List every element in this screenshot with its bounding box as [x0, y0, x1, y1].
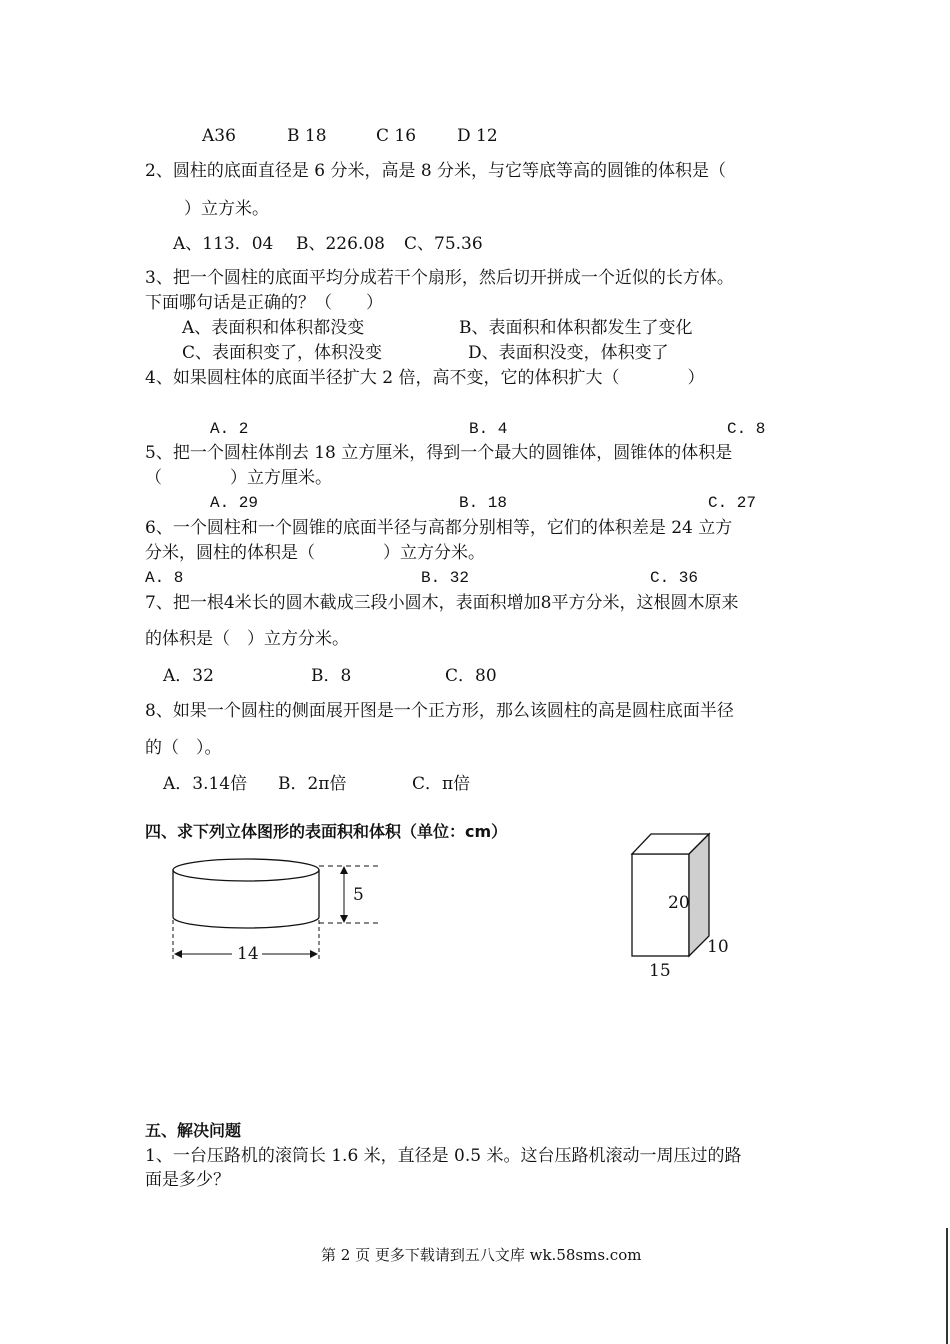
q3-option-a: A、表面积和体积都没变 [182, 318, 365, 338]
q8-option-a: A．3.14倍 [163, 774, 248, 794]
cuboid-width-label: 15 [649, 961, 671, 981]
q1-option-d: D 12 [457, 126, 498, 146]
q4-option-a: A. 2 [210, 420, 249, 438]
q5-option-c: C. 27 [708, 494, 757, 512]
q2-text-line2: ）立方米。 [184, 199, 269, 219]
q7-option-c: C．80 [445, 666, 497, 686]
q3-option-b: B、表面积和体积都发生了变化 [459, 318, 693, 338]
q3-option-c: C、表面积变了，体积没变 [182, 343, 383, 363]
q3-option-d: D、表面积没变，体积变了 [468, 343, 669, 363]
cylinder-figure [160, 850, 400, 970]
q7-option-b: B．8 [311, 666, 352, 686]
cuboid-depth-label: 10 [707, 937, 729, 957]
q8-text-line2: 的（ ）。 [145, 738, 222, 758]
q8-option-c: C．π倍 [412, 774, 471, 794]
q4-text-line1: 4、如果圆柱体的底面半径扩大 2 倍，高不变，它的体积扩大（ ） [145, 368, 705, 388]
q8-option-b: B．2π倍 [278, 774, 347, 794]
q7-text-line2: 的体积是（ ）立方分米。 [145, 629, 349, 649]
q5-option-b: B. 18 [459, 494, 508, 512]
q1-option-b: B 18 [287, 126, 327, 146]
section4-title: 四、求下列立体图形的表面积和体积（单位：cm） [145, 822, 508, 841]
q6-option-c: C. 36 [650, 569, 699, 587]
q5-option-a: A. 29 [210, 494, 259, 512]
q1-option-c: C 16 [376, 126, 417, 146]
q2-text-line1: 2、圆柱的底面直径是 6 分米，高是 8 分米，与它等底等高的圆锥的体积是（ [145, 161, 727, 181]
q7-option-a: A．32 [163, 666, 214, 686]
q7-text-line1: 7、把一根4米长的圆木截成三段小圆木，表面积增加8平方分米，这根圆木原来 [145, 593, 739, 613]
cuboid-height-label: 20 [668, 893, 690, 913]
cylinder-diameter-label: 14 [237, 944, 259, 964]
q1-option-a: A36 [202, 126, 236, 146]
q4-option-b: B. 4 [469, 420, 508, 438]
q3-text-line1: 3、把一个圆柱的底面平均分成若干个扇形，然后切开拼成一个近似的长方体。 [145, 268, 734, 288]
q3-text-line2: 下面哪句话是正确的？（ ） [145, 293, 383, 313]
q5-text-line2: （ ）立方厘米。 [145, 468, 332, 488]
q8-text-line1: 8、如果一个圆柱的侧面展开图是一个正方形，那么该圆柱的高是圆柱底面半径 [145, 701, 734, 721]
q2-option-a: A、113．04 [173, 234, 274, 254]
q6-text-line1: 6、一个圆柱和一个圆锥的底面半径与高都分别相等，它们的体积差是 24 立方 [145, 518, 733, 538]
q2-option-b: B、226.08 [296, 234, 385, 254]
section5-q1-line1: 1、一台压路机的滚筒长 1.6 米，直径是 0.5 米。这台压路机滚动一周压过的路 [145, 1146, 742, 1166]
section5-title: 五、解决问题 [145, 1121, 242, 1140]
q6-text-line2: 分米，圆柱的体积是（ ）立方分米。 [145, 543, 485, 563]
page-footer: 第 2 页 更多下载请到五八文库 wk.58sms.com [321, 1246, 642, 1264]
q6-option-a: A. 8 [145, 569, 184, 587]
section5-q1-line2: 面是多少？ [145, 1170, 230, 1190]
q4-option-c: C. 8 [727, 420, 766, 438]
q2-option-c: C、75.36 [404, 234, 483, 254]
cylinder-height-label: 5 [353, 885, 364, 905]
right-edge-line [946, 1228, 948, 1344]
q5-text-line1: 5、把一个圆柱体削去 18 立方厘米，得到一个最大的圆锥体，圆锥体的体积是 [145, 443, 733, 463]
q6-option-b: B. 32 [421, 569, 470, 587]
